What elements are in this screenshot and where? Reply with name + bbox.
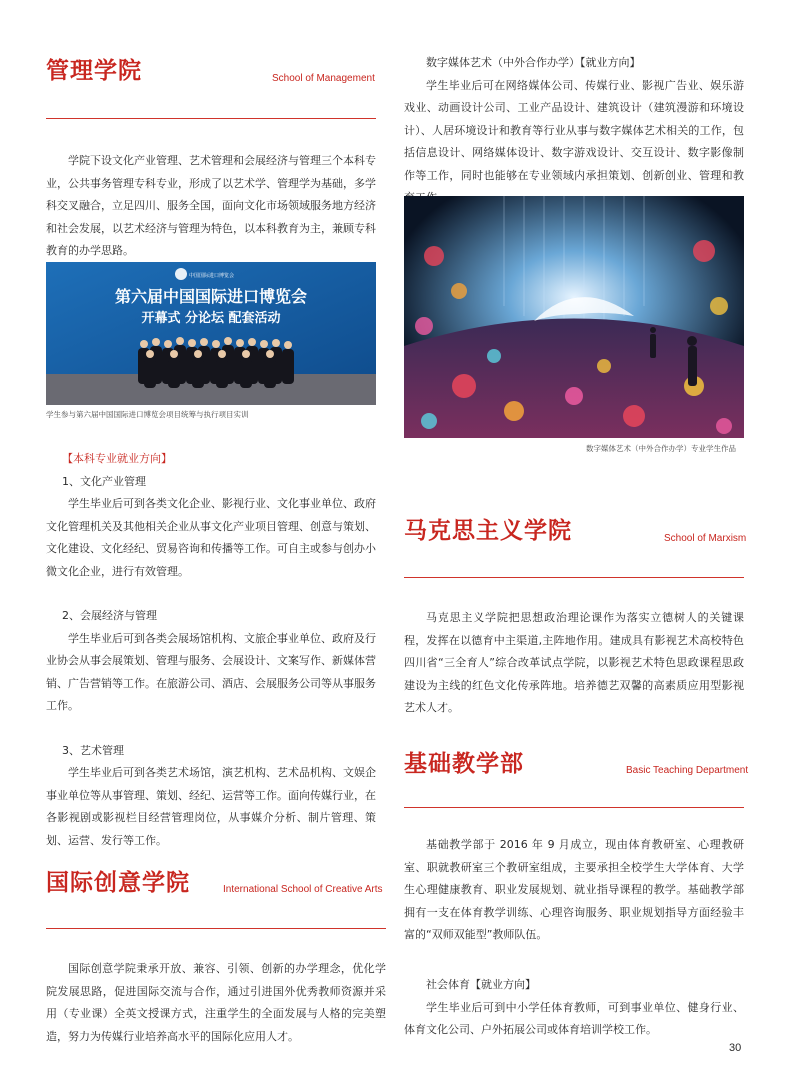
basic-career-heading: 社会体育【就业方向】 <box>426 978 536 991</box>
basic-title: 基础教学部 <box>404 751 524 777</box>
basic-career-block <box>404 974 744 1042</box>
digital-media-heading: 数字媒体艺术（中外合作办学）【就业方向】 <box>426 56 641 69</box>
expo-banner-line1: 第六届中国国际进口博览会 <box>114 287 308 306</box>
basic-intro: 基础教学部于 2016 年 9 月成立，现由体育教研室、心理教研室、职就教研室三个教研室组成，主要承担全校学生大学体育、大学生心理健康教育、职业发展规划、就业指导课程的教学。基础教学部拥有一支在体育教学训练、心理咨询服务、职业规划指导方面经验丰富的“双师双能型”教师队伍。 <box>404 838 744 941</box>
expo-banner-line2: 开幕式 分论坛 配套活动 <box>141 311 281 326</box>
career-1-heading: 1、文化产业管理 <box>62 474 146 488</box>
basic-title-en: Basic Teaching Department <box>626 765 749 776</box>
digital-art-caption: 数字媒体艺术（中外合作办学）专业学生作品 <box>586 444 736 453</box>
basic-divider <box>404 807 744 808</box>
marxism-title-en: School of Marxism <box>664 533 747 544</box>
marxism-intro: 马克思主义学院把思想政治理论课作为落实立德树人的关键课程，发挥在以德育中主渠道,主阵地作用。建成具有影视艺术高校特色四川省“三全育人”综合改革试点学院，以影视艺术特色思政课程思政建设为主线的红色文化传承阵地。培养德艺双馨的高素质应用型影视艺术人才。 <box>404 611 744 714</box>
expo-banner-small: 中国国际进口博览会 <box>189 273 235 279</box>
career-2-heading: 2、会展经济与管理 <box>62 609 157 622</box>
digital-media-text: 学生毕业后可在网络媒体公司、传媒行业、影视广告业、娱乐游戏业、动画设计公司、工业产品设计、建筑设计（建筑漫游和环境设计）、人居环境设计和教育等行业从事与数字媒体艺术相关的工作，包括信息设计、网络媒体设计、数字游戏设计、交互设计、数字影像制作等工作，同时也能够在专业领域内承担策划、创新创业、管理和教 <box>404 78 744 182</box>
marxism-title: 马克思主义学院 <box>404 518 572 544</box>
career-2-text: 学生毕业后可到各类会展场馆机构、文旅企事业单位、政府及行业协会从事会展策划、管理与服务、会展设计、文案写作、新媒体营销、广告营销等工作。在旅游公司、酒店、会展服务公司等从事服务工作。 <box>46 631 376 712</box>
career-1-text: 学生毕业后可到各类文化企业、影视行业、文化事业单位、政府文化管理机关及其他相关企业从事文化产业项目管理、创意与策划、文化建设、文化经纪、贸易咨询和传播等工作。可自主或参与创办小微文化企业，进行有效管理。 <box>46 497 376 578</box>
career-heading: 【本科专业就业方向】 <box>62 452 172 465</box>
creative-divider <box>46 928 386 929</box>
management-title-en: School of Management <box>272 73 375 84</box>
basic-career-text: 学生毕业后可到中小学任体育教师，可到事业单位、健身行业、体育文化公司、户外拓展公司或体育培训学校工作。 <box>404 1000 744 1036</box>
expo-group-photo <box>46 262 376 405</box>
creative-intro: 国际创意学院秉承开放、兼容、引领、创新的办学理念，优化学院发展思路，促进国际交流与合作，通过引进国外优秀教师资源并采用（专业课）全英文授课方式，注重学生的全面发展与人格的完美塑造，努力为传媒行业培养高水平的国际化应用人才。 <box>46 962 386 1043</box>
career-3-text: 学生毕业后可到各类艺术场馆，演艺机构、艺术品机构、文娱企事业单位等从事管理、策划、经纪、运营等工作。面向传媒行业，在各影视剧或影视栏目经营管理岗位，从事媒介分析、制片管理、策划、运营、发行等工作。 <box>46 766 376 847</box>
management-title: 管理学院 <box>46 58 142 84</box>
career-3-heading: 3、艺术管理 <box>62 743 124 757</box>
creative-title-en: International School of Creative Arts <box>223 884 383 895</box>
digital-media-block <box>404 52 744 210</box>
expo-photo-caption: 学生参与第六届中国国际进口博览会项目统筹与执行项目实训 <box>46 410 249 419</box>
digital-art-photo <box>404 196 744 438</box>
page-number: 30 <box>729 1042 742 1054</box>
management-divider <box>46 118 376 119</box>
management-careers <box>46 448 376 852</box>
creative-title: 国际创意学院 <box>46 870 190 896</box>
marxism-divider <box>404 577 744 578</box>
management-intro: 学院下设文化产业管理、艺术管理和会展经济与管理三个本科专业，公共事务管理专科专业，形成了以艺术学、管理学为基础，多学科交叉融合，立足四川、服务全国，面向文化市场领域服务地方经济和社会发展，以艺术经济与管理为特色，以本科教育为主，兼顾专科教育的办学思路。 <box>46 154 376 257</box>
